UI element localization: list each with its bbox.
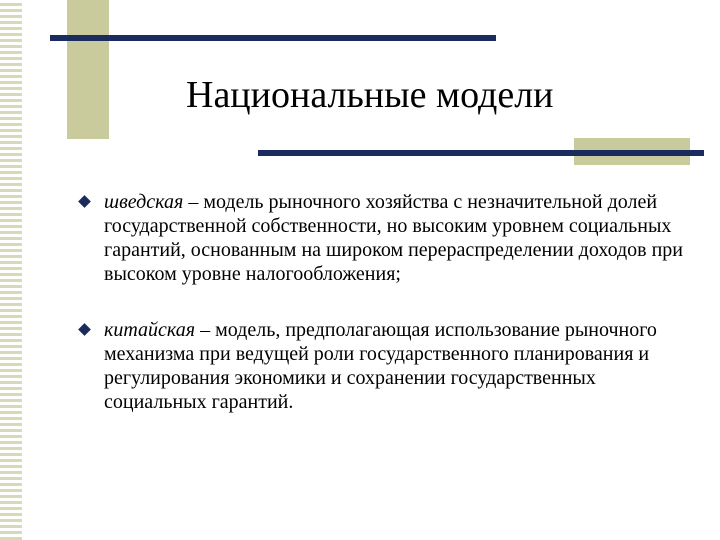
bottom-title-rule <box>258 150 704 156</box>
top-title-rule <box>50 35 496 41</box>
striped-margin-decoration <box>0 0 22 540</box>
top-accent-block <box>67 0 109 139</box>
bullet-term: шведская <box>104 191 184 213</box>
bullet-text: – модель, предполагающая использование рыночного механизма при ведущей роли государственного планирования и регулирования экономики и сохранении государственных социальных гарантий. <box>104 319 657 413</box>
diamond-bullet-icon <box>78 195 91 208</box>
slide-title: Национальные модели <box>186 74 554 116</box>
bullet-term: китайская <box>104 319 196 341</box>
bullet-text: – модель рыночного хозяйства с незначительной долей государственной собственности, но высоким уровнем социальных гарантий, основанным на широком перераспределении доходов при высоком уровне налогообложения; <box>104 191 684 285</box>
bullet-item-swedish <box>80 190 700 286</box>
bullet-list <box>80 190 700 446</box>
bullet-item-chinese <box>80 318 700 414</box>
diamond-bullet-icon <box>78 323 91 336</box>
